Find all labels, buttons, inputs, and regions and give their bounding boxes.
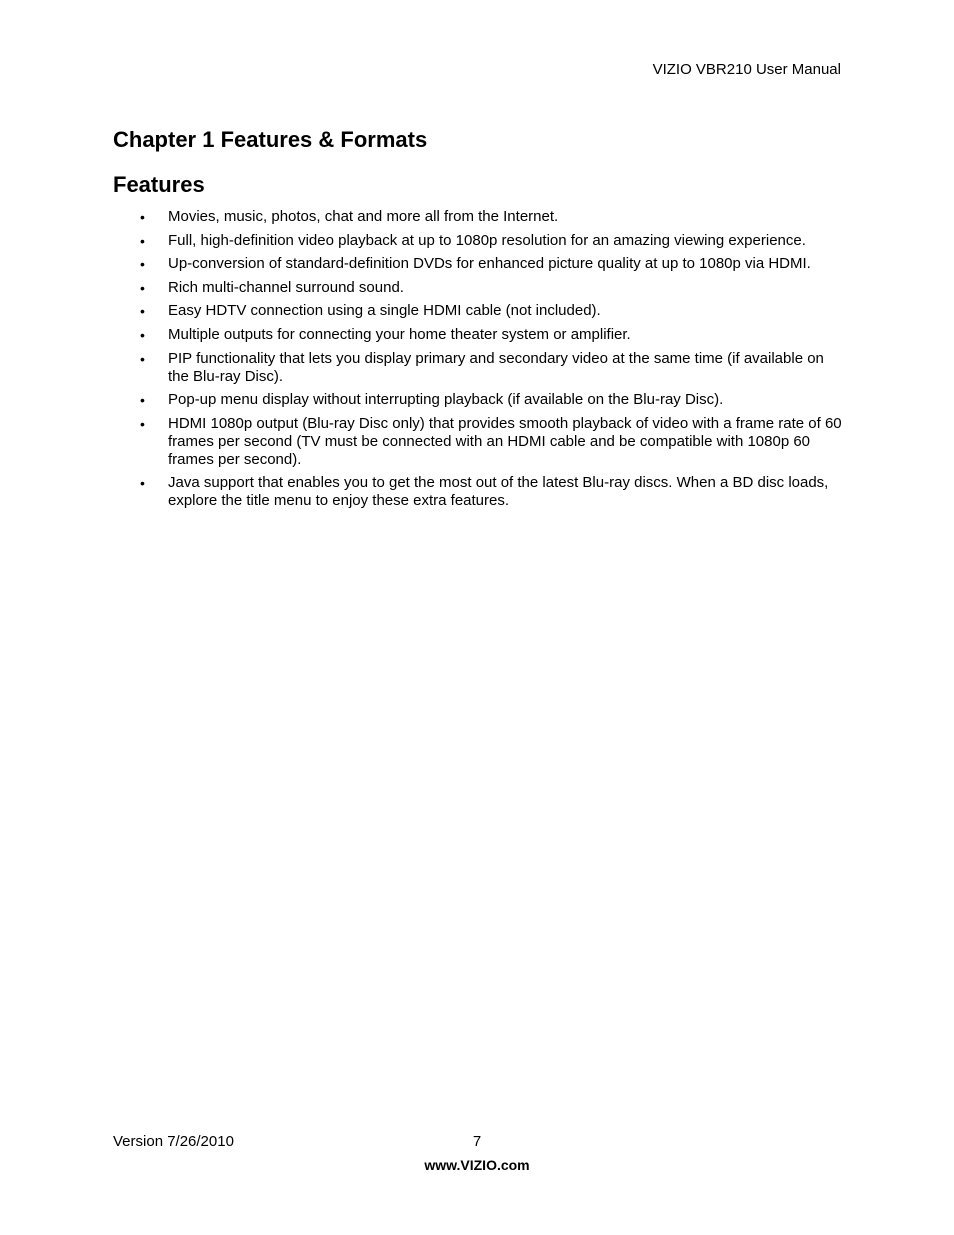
list-item bbox=[113, 391, 843, 409]
list-item bbox=[113, 302, 843, 320]
list-item bbox=[113, 326, 843, 344]
list-item bbox=[113, 415, 843, 469]
feature-text: Full, high-definition video playback at up to 1080p resolution for an amazing viewing experience. bbox=[168, 231, 806, 249]
section-title: Features bbox=[113, 172, 205, 197]
list-item bbox=[113, 255, 843, 273]
bullet-icon: • bbox=[140, 475, 145, 492]
bullet-icon: • bbox=[140, 209, 145, 225]
feature-text: Rich multi-channel surround sound. bbox=[168, 278, 404, 296]
feature-text: Movies, music, photos, chat and more all from the Internet. bbox=[168, 208, 559, 225]
feature-text: Pop-up menu display without interrupting playback (if available on the Blu-ray Disc). bbox=[168, 391, 724, 409]
feature-text: Easy HDTV connection using a single HDMI cable (not included). bbox=[168, 302, 601, 320]
footer-version: Version 7/26/2010 bbox=[113, 1133, 234, 1150]
list-item bbox=[113, 208, 843, 226]
bullet-icon: • bbox=[140, 326, 145, 343]
feature-text: Multiple outputs for connecting your home theater system or amplifier. bbox=[168, 325, 631, 343]
feature-text: Java support that enables you to get the most out of the latest Blu-ray discs. When a BD disc loads, explore the title menu to enjoy these extra features. bbox=[168, 474, 829, 510]
list-item bbox=[113, 350, 843, 386]
bullet-icon: • bbox=[140, 303, 145, 320]
bullet-icon: • bbox=[140, 279, 145, 296]
list-item bbox=[113, 279, 843, 297]
list-item bbox=[113, 232, 843, 250]
bullet-icon: • bbox=[140, 392, 145, 409]
feature-text: PIP functionality that lets you display primary and secondary video at the same time (if available on the Blu-ray Disc). bbox=[168, 349, 824, 385]
page-number: 7 bbox=[472, 1133, 482, 1150]
feature-text: Up-conversion of standard-definition DVDs for enhanced picture quality at up to 1080p via HDMI. bbox=[168, 255, 811, 273]
running-header: VIZIO VBR210 User Manual bbox=[652, 61, 841, 78]
feature-list bbox=[113, 208, 843, 516]
bullet-icon: • bbox=[140, 350, 145, 367]
bullet-icon: • bbox=[140, 232, 145, 249]
chapter-title: Chapter 1 Features & Formats bbox=[113, 127, 428, 152]
bullet-icon: • bbox=[140, 256, 145, 273]
feature-text: HDMI 1080p output (Blu-ray Disc only) that provides smooth playback of video with a frame rate of 60 frames per second (TV must be connected with an HDMI cable and be compatible with 1080p 60 frames per second). bbox=[168, 414, 842, 468]
footer-url: www.VIZIO.com bbox=[424, 1157, 530, 1173]
list-item bbox=[113, 474, 843, 510]
bullet-icon: • bbox=[140, 415, 145, 432]
